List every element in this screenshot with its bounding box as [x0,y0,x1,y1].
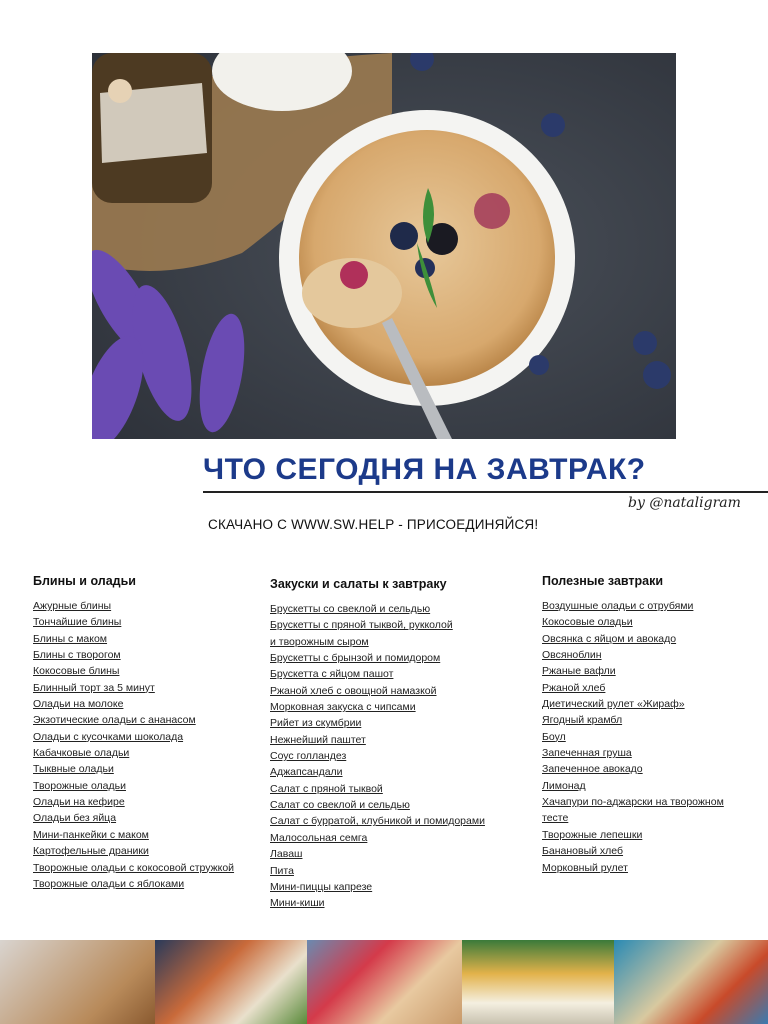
list-item [270,699,485,715]
recipe-link[interactable]: Творожные оладьи с яблоками [33,877,185,890]
list-item [542,631,724,647]
recipe-column-snacks-salads [270,577,485,912]
recipe-link[interactable]: Лимонад [542,779,586,792]
recipe-link[interactable]: Кокосовые оладьи [542,616,633,629]
recipe-link[interactable]: Картофельные драники [33,845,149,858]
list-item [542,696,724,712]
recipe-link[interactable]: Экзотические оладьи с ананасом [33,714,196,727]
recipe-link[interactable]: Воздушные оладьи с отрубями [542,600,694,612]
list-item [33,663,234,679]
list-item [33,860,234,876]
list-item [270,748,485,764]
list-item [33,631,234,647]
recipe-link[interactable]: Блины с маком [33,632,108,645]
list-item [270,634,485,650]
list-item [270,781,485,797]
list-item [270,732,485,748]
recipe-list [270,601,485,912]
list-item [33,729,234,745]
list-item [270,715,485,731]
list-item [542,745,724,761]
recipe-link[interactable]: Ржаной хлеб с овощной намазкой [270,684,437,697]
recipe-list [33,598,234,892]
list-item [542,712,724,728]
recipe-link[interactable]: Оладьи без яйца [33,812,117,825]
list-item [542,680,724,696]
recipe-link[interactable]: Нежнейший паштет [270,733,366,746]
list-item [270,895,485,911]
list-item [33,614,234,630]
recipe-link[interactable]: Малосольная семга [270,831,368,844]
list-item [33,876,234,892]
list-item [542,647,724,663]
list-item [33,745,234,761]
recipe-link[interactable]: Запеченная груша [542,747,632,760]
recipe-link[interactable]: Мини-пиццы капрезе [270,880,373,893]
list-item [270,863,485,879]
list-item [542,663,724,679]
recipe-link[interactable]: Салат со свеклой и сельдью [270,799,410,812]
recipe-link[interactable]: Оладьи с кусочками шоколада [33,730,184,743]
recipe-link[interactable]: Соус голландез [270,750,347,763]
list-item [33,647,234,663]
author-byline: by @nataligram [628,495,741,511]
recipe-link[interactable]: Рийет из скумбрии [270,717,362,730]
list-item [33,712,234,728]
recipe-link[interactable]: Морковная закуска с чипсами [270,701,416,714]
recipe-link[interactable]: Тыквные оладьи [33,763,114,776]
list-item [542,729,724,745]
photo-tea-pancakes [0,940,155,1024]
list-item [270,764,485,780]
recipe-link[interactable]: и творожным сыром [270,635,369,648]
recipe-link[interactable]: Оладьи на кефире [33,796,125,809]
list-item [33,680,234,696]
column-heading: Блины и оладьи [33,574,136,588]
recipe-link[interactable]: тесте [542,812,569,825]
list-item [33,810,234,826]
recipe-link[interactable]: Мини-панкейки с маком [33,828,149,841]
list-item [270,846,485,862]
list-item [542,860,724,876]
list-item [270,797,485,813]
recipe-link[interactable]: Аджапсандали [270,766,343,779]
recipe-link[interactable]: Тончайшие блины [33,616,122,629]
recipe-link[interactable]: Кабачковые оладьи [33,747,130,760]
photo-strip [0,940,768,1024]
list-item [270,666,485,682]
recipe-link[interactable]: Хачапури по-аджарски на творожном [542,796,724,809]
list-item [270,601,485,617]
list-item [542,794,724,810]
recipe-link[interactable]: Блины с творогом [33,649,121,662]
list-item [270,879,485,895]
recipe-link[interactable]: Творожные оладьи [33,779,126,792]
recipe-link[interactable]: Диетический рулет «Жираф» [542,698,685,711]
list-item [270,650,485,666]
list-item [542,778,724,794]
photo-toast-eggs [155,940,307,1024]
list-item [33,778,234,794]
recipe-link[interactable]: Овсяноблин [542,649,602,662]
recipe-link[interactable]: Творожные лепешки [542,828,643,841]
recipe-column-healthy [542,574,724,876]
recipe-link[interactable]: Морковный рулет [542,861,628,874]
list-item [33,598,234,614]
recipe-link[interactable]: Брускетты с пряной тыквой, рукколой [270,619,453,632]
recipe-link[interactable]: Ажурные блины [33,600,112,612]
list-item [542,827,724,843]
download-notice: СКАЧАНО С WWW.SW.HELP - ПРИСОЕДИНЯЙСЯ! [208,517,539,532]
column-heading: Закуски и салаты к завтраку [270,577,447,591]
list-item [542,761,724,777]
recipe-link[interactable]: Запеченное авокадо [542,763,643,776]
page-title: ЧТО СЕГОДНЯ НА ЗАВТРАК? [203,453,646,486]
photo-salad-plate [614,940,768,1024]
recipe-link[interactable]: Творожные оладьи с кокосовой стружкой [33,861,235,874]
list-item [542,614,724,630]
recipe-link[interactable]: Ржаной хлеб [542,681,606,694]
recipe-link[interactable]: Ягодный крамбл [542,714,623,727]
list-item [33,761,234,777]
recipe-link[interactable]: Банановый хлеб [542,845,624,858]
photo-cheesecake [462,940,614,1024]
list-item [33,696,234,712]
recipe-column-pancakes [33,574,234,892]
recipe-link[interactable]: Ржаные вафли [542,665,616,678]
title-underline [203,491,768,493]
list-item [542,843,724,859]
list-item [270,617,485,633]
recipe-link[interactable]: Брускетта с яйцом пашот [270,668,394,681]
column-heading: Полезные завтраки [542,574,664,588]
recipe-link[interactable]: Боул [542,730,566,743]
crumble-photo-illustration [92,53,676,439]
list-item [33,827,234,843]
recipe-link[interactable]: Блинный торт за 5 минут [33,681,155,694]
recipe-link[interactable]: Салат с пряной тыквой [270,782,383,795]
photo-berry-rolls [307,940,462,1024]
recipe-link[interactable]: Брускетты со свеклой и сельдью [270,603,431,615]
list-item [270,683,485,699]
recipe-link[interactable]: Пита [270,864,294,877]
list-item [270,813,485,829]
recipe-link[interactable]: Овсянка с яйцом и авокадо [542,632,677,645]
list-item [270,830,485,846]
recipe-link[interactable]: Оладьи на молоке [33,698,124,711]
list-item [542,810,724,826]
list-item [33,794,234,810]
hero-photo [92,53,676,439]
recipe-list [542,598,724,876]
recipe-link[interactable]: Брускетты с брынзой и помидором [270,652,441,665]
list-item [542,598,724,614]
recipe-link[interactable]: Мини-киши [270,897,325,910]
recipe-link[interactable]: Салат с бурратой, клубникой и помидорами [270,815,485,828]
list-item [33,843,234,859]
recipe-link[interactable]: Лаваш [270,848,303,861]
recipe-link[interactable]: Кокосовые блины [33,665,120,678]
